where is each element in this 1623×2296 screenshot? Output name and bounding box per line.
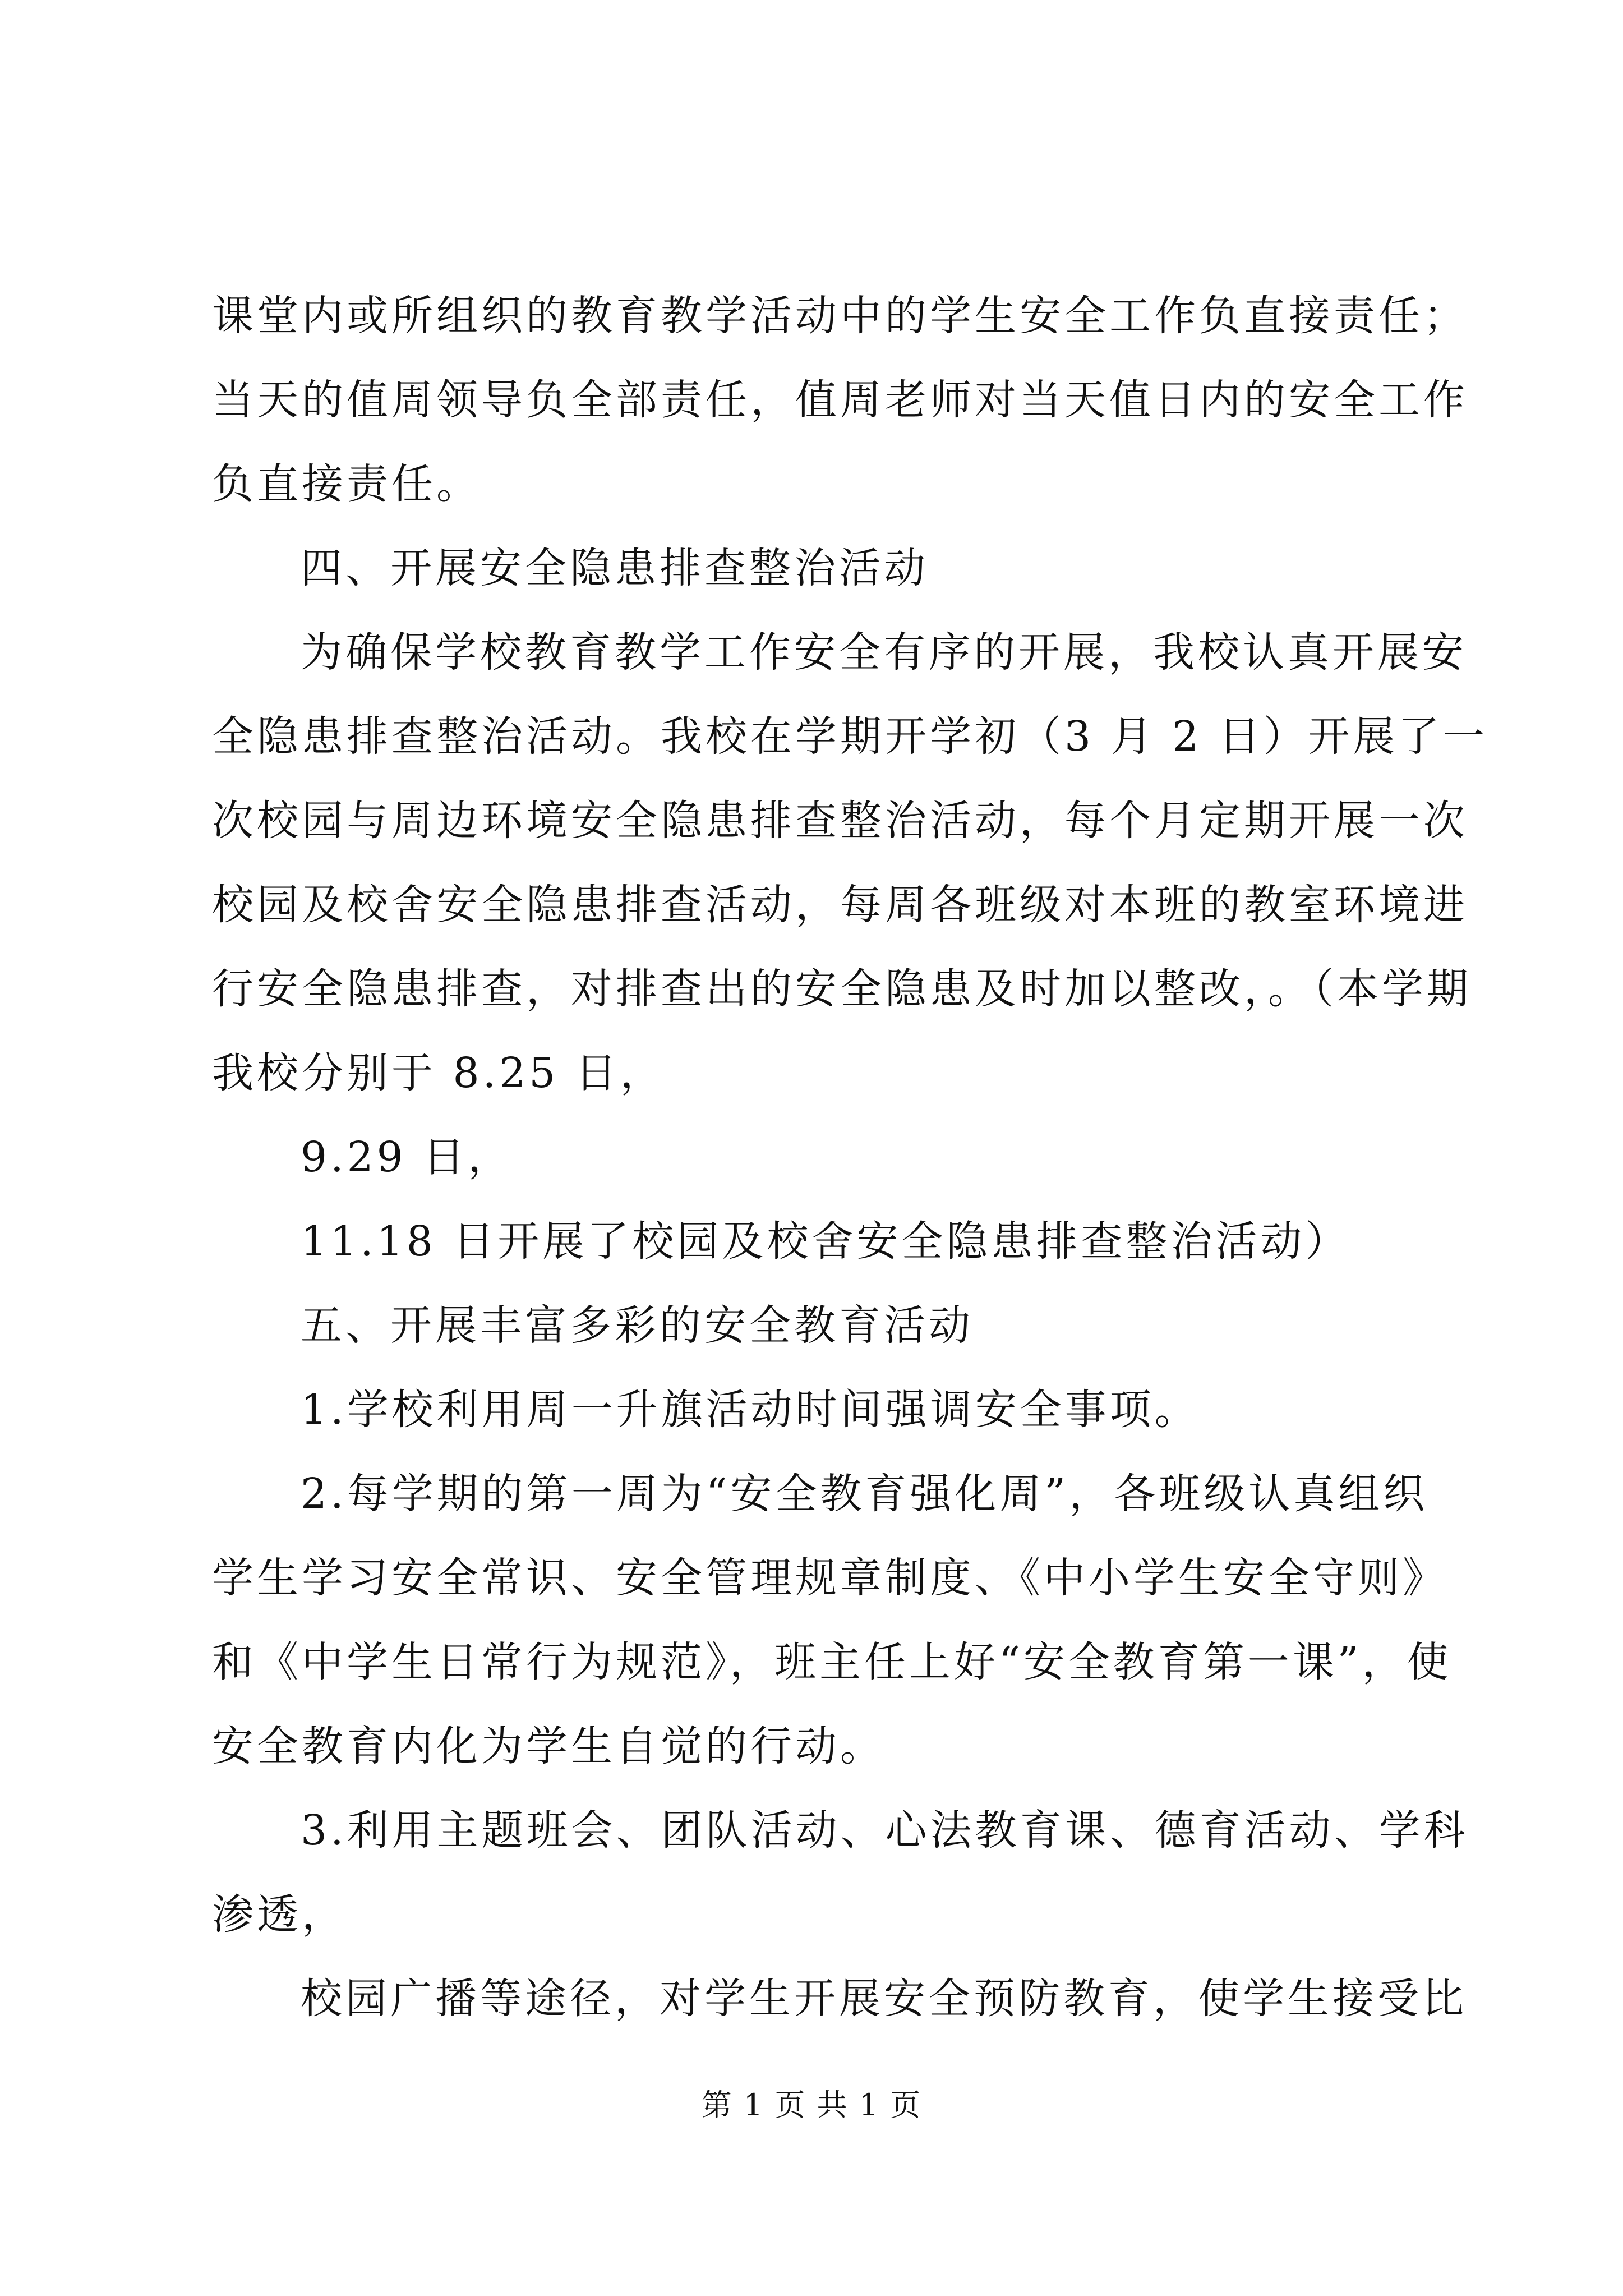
text-line: 9.29 日， bbox=[301, 1133, 513, 1181]
text-line: 课堂内或所组织的教育教学活动中的学生安全工作负直接责任； bbox=[212, 292, 1468, 340]
text-line: 负直接责任。 bbox=[212, 460, 481, 508]
text-line: 校园及校舍安全隐患排查活动，每周各班级对本班的教室环境进 bbox=[212, 881, 1468, 929]
text-line: 和《中学生日常行为规范》，班主任上好“安全教育第一课”，使 bbox=[212, 1638, 1452, 1686]
document-body bbox=[212, 274, 1488, 2041]
page-footer bbox=[0, 2086, 1623, 2125]
section-heading: 四、开展安全隐患排查整治活动 bbox=[301, 544, 929, 592]
list-item: 3.利用主题班会、团队活动、心法教育课、德育活动、学科 bbox=[301, 1806, 1469, 1855]
text-line: 全隐患排查整治活动。我校在学期开学初（3 月 2 日）开展了一 bbox=[212, 712, 1488, 761]
text-line: 为确保学校教育教学工作安全有序的开展，我校认真开展安 bbox=[301, 628, 1467, 677]
text-line: 学生学习安全常识、安全管理规章制度、《中小学生安全守则》 bbox=[212, 1554, 1447, 1602]
list-item: 2.每学期的第一周为“安全教育强化周”，各班级认真组织 bbox=[301, 1470, 1428, 1518]
text-line: 11.18 日开展了校园及校舍安全隐患排查整治活动） bbox=[301, 1217, 1350, 1266]
text-line: 渗透， bbox=[212, 1890, 347, 1939]
text-line: 行安全隐患排查，对排查出的安全隐患及时加以整改，。（本学期 bbox=[212, 965, 1472, 1013]
text-line: 安全教育内化为学生自觉的行动。 bbox=[212, 1722, 885, 1770]
text-line: 次校园与周边环境安全隐患排查整治活动，每个月定期开展一次 bbox=[212, 797, 1468, 845]
list-item: 1.学校利用周一升旗活动时间强调安全事项。 bbox=[301, 1386, 1200, 1434]
page-number: 第 1 页 共 1 页 bbox=[701, 2087, 922, 2123]
text-line: 校园广播等途径，对学生开展安全预防教育，使学生接受比 bbox=[301, 1975, 1467, 2023]
text-line: 当天的值周领导负全部责任，值周老师对当天值日内的安全工作 bbox=[212, 376, 1468, 424]
text-line: 我校分别于 8.25 日， bbox=[212, 1049, 665, 1097]
section-heading: 五、开展丰富多彩的安全教育活动 bbox=[301, 1301, 974, 1350]
